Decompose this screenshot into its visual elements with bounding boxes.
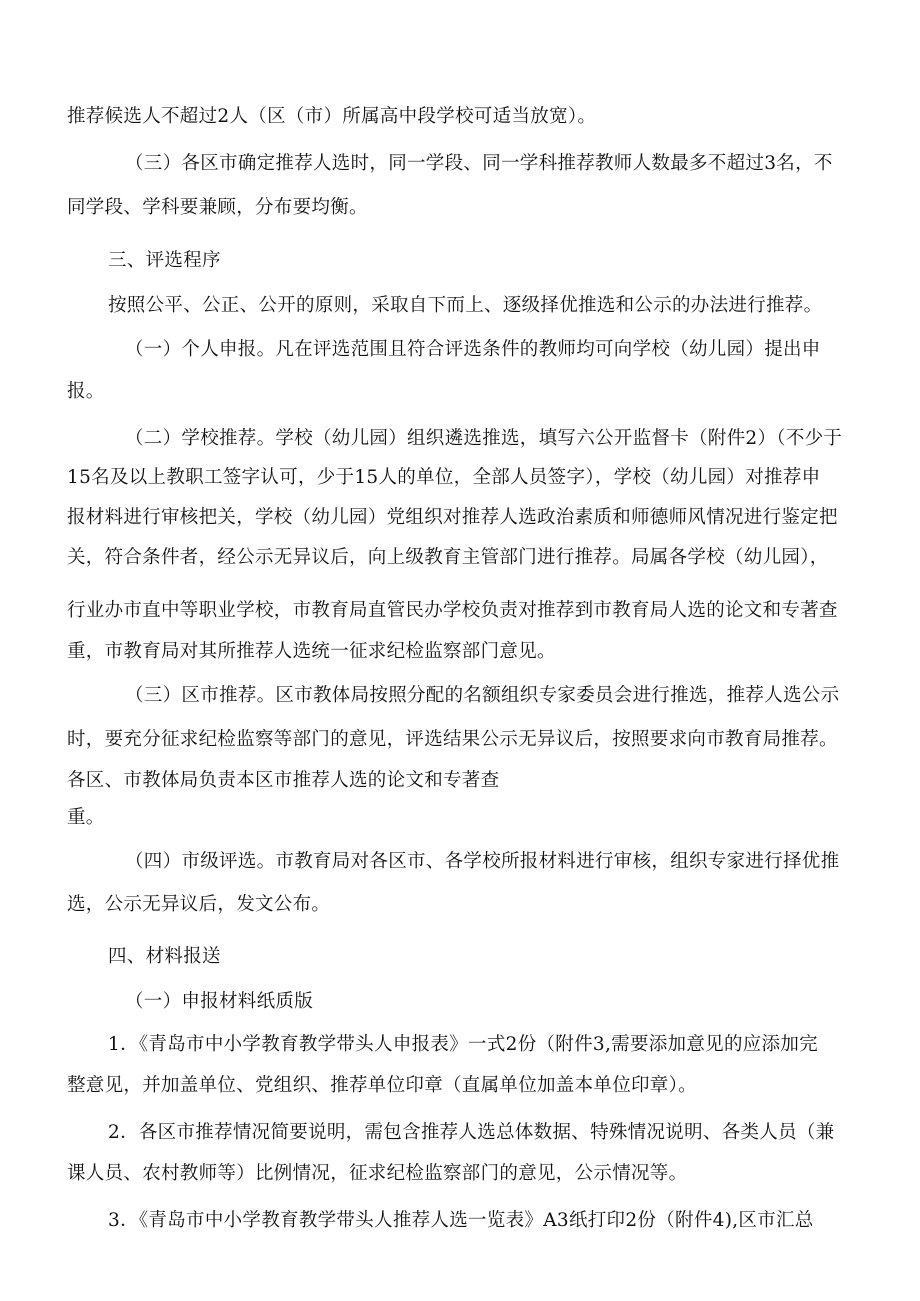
text-line: 2．各区市推荐情况简要说明，需包含推荐人选总体数据、特殊情况说明、各类人员（兼 (108, 1122, 835, 1143)
text-line: 重，市教育局对其所推荐人选统一征求纪检监察部门意见。 (67, 641, 556, 662)
text-line: 报材料进行审核把关，学校（幼儿园）党组织对推荐人选政治素质和师德师风情况进行鉴定把 (67, 507, 838, 528)
text-line: 选，公示无异议后，发文公布。 (67, 894, 331, 915)
text-line: 1．《青岛市中小学教育教学带头人申报表》一式2份（附件3,需要添加意见的应添加完 (108, 1034, 818, 1055)
text-line: 同学段、学科要兼顾，分布要均衡。 (67, 197, 368, 218)
text-line: （四）市级评选。市教育局对各区市、各学校所报材料进行审核，组织专家进行择优推 (125, 851, 840, 872)
text-line: （二）学校推荐。学校（幼儿园）组织遴选推选，填写六公开监督卡（附件2）（不少于 (125, 428, 843, 449)
text-line: （三）区市推荐。区市教体局按照分配的名额组织专家委员会进行推选，推荐人选公示 (125, 685, 840, 706)
text-line: 关，符合条件者，经公示无异议后，向上级教育主管部门进行推荐。局属各学校（幼儿园）， (67, 547, 829, 568)
text-line: 推荐候选人不超过2人（区（市）所属高中段学校可适当放宽）。 (67, 106, 597, 127)
text-line: 15名及以上教职工签字认可，少于15人的单位，全部人员签字），学校（幼儿园）对推荐申 (67, 467, 821, 488)
text-line: 整意见，并加盖单位、党组织、推荐单位印章（直属单位加盖本单位印章）。 (67, 1075, 697, 1096)
section-heading: 四、材料报送 (108, 946, 221, 967)
text-line: 时，要充分征求纪检监察等部门的意见，评选结果公示无异议后，按照要求向市教育局推荐。 (67, 729, 838, 750)
text-line: 各区、市教体局负责本区市推荐人选的论文和专著查 (67, 770, 500, 791)
text-line: （三）各区市确定推荐人选时，同一学段、同一学科推荐教师人数最多不超过3名，不 (125, 153, 833, 174)
text-line: （一）个人申报。凡在评选范围且符合评选条件的教师均可向学校（幼儿园）提出申 (125, 339, 821, 360)
text-line: 行业办市直中等职业学校，市教育局直管民办学校负责对推荐到市教育局人选的论文和专著查 (67, 600, 838, 621)
subsection-heading: （一）申报材料纸质版 (125, 991, 314, 1012)
text-line: 课人员、农村教师等）比例情况，征求纪检监察部门的意见，公示情况等。 (67, 1163, 688, 1184)
text-line: 报。 (67, 381, 105, 402)
section-heading: 三、评选程序 (108, 250, 221, 271)
text-line: 重。 (67, 807, 105, 828)
text-line: 3．《青岛市中小学教育教学带头人推荐人选一览表》A3纸打印2份（附件4),区市汇总 (108, 1210, 814, 1231)
text-line: 按照公平、公正、公开的原则，采取自下而上、逐级择优推选和公示的办法进行推荐。 (108, 295, 823, 316)
